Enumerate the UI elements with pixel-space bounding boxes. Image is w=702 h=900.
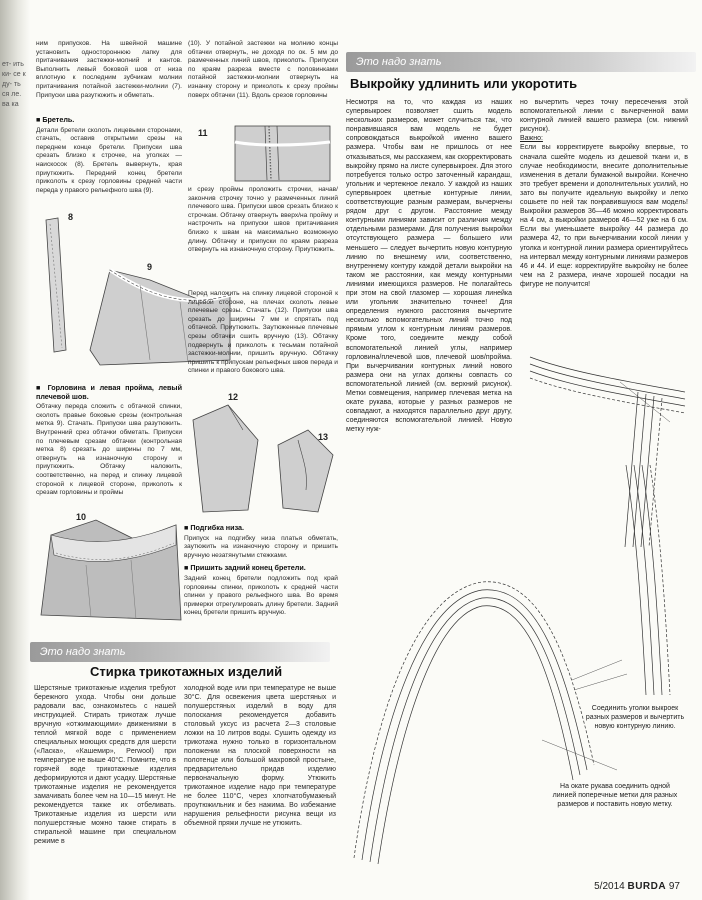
figure-label-12: 12 bbox=[228, 392, 239, 402]
bretel-column bbox=[36, 112, 182, 216]
page-gutter bbox=[0, 0, 30, 900]
pattern-text-2b: Если вы корректируете выкройку впервые, то сначала сшейте модель из дешевой ткани и, в случае необходимости, внесите дополнительные изменения в детали бумажной выкройки. Конечно это требует времени и дополнительных усилий, но зато вы получите идеальную выкройку и легко сошьете по ней так понравившуюся вам модель! Выкройки размеров 36—46 можно корректировать на 4 см, а выкройки размеров 46—52 уже на 6 см. Если вы уменьшаете выкройку 44 размера до размера 42, то при вычерчивании косой линии у уголка и контурной линии размера ориентируйтесь на интервал между контурными линиями размеров 46 и 44. И еще: корректируйте выкройку не более чем на 2 размера, иначе хорошей посадки на фигуре не получится! bbox=[520, 144, 688, 288]
pattern-column-1 bbox=[346, 98, 512, 568]
issue-number: 5/2014 bbox=[594, 881, 625, 892]
bretel-text: Детали бретели сколоть лицевыми сторонами, стачать, оставив открытыми срезы на переднем конце бретели. Припуски шва срезать близко к строчке, на уголках — наискосок (8). Бретель вывернуть, края приутюжить. Передний конец бретели приколоть к срезу горловины средней части переда у правого рельефного шва (9). bbox=[36, 126, 182, 194]
finishing-column bbox=[184, 520, 338, 640]
pattern-text-2a: но вычертить через точку пересечения этой вспомогательной линии с вычерченной вами контурной линией вашего размера (см. нижний рисунок). bbox=[520, 99, 688, 134]
podgibka-heading: ■ Подгибка низа. bbox=[184, 524, 338, 533]
podgibka-text: Припуск на подгибку низа платья обметать, заутюжить на изнаночную сторону и пришить вручную незатянутыми стежками. bbox=[184, 534, 338, 559]
page-footer bbox=[594, 881, 680, 892]
page-number: 97 bbox=[668, 881, 680, 892]
diagram-side-lines bbox=[586, 460, 691, 700]
caption-sleeve: На окате рукава соединить одной линией поперечные метки для разных размеров и поставить новую метку. bbox=[552, 783, 678, 808]
gorlovina-text: Обтачку переда сложить с обтачкой спинки, сколоть правые боковые срезы (контрольная метка 9). Стачать. Припуски шва разутюжить. Внутренний срез обтачки обметать. Припуски по плечевым срезам обтачки (контрольная метка 8) срезать до ширины по 7 мм, отвернуть на изнаночную сторону и приутюжить. Обтачку наложить, соответственно, на перед и спинку лицевой стороной к лицевой стороне, приколоть к срезам горловины и проймы bbox=[36, 403, 182, 497]
pripit-heading: ■ Пришить задний конец бретели. bbox=[184, 564, 338, 573]
gutter-text: ет- ить ки- се к ду- ть ся ле. ва ка bbox=[2, 61, 26, 108]
bretel-heading: ■ Бретель. bbox=[36, 116, 182, 125]
important-heading: Важно: bbox=[520, 135, 543, 143]
figure-label-11: 11 bbox=[198, 128, 208, 138]
pattern-title: Выкройку удлинить или укоротить bbox=[350, 76, 578, 91]
pattern-text-1: Несмотря на то, что каждая из наших супервыкроек позволяет сшить модель нескольких размеров, может случиться так, что понравившаяся вам модель не будет сопровождаться выкройкой именно вашего размера. Чтобы вам не пришлось от нее отказываться, мы расскажем, как скорректировать выкройку прямо на листе супервыкроек. Для этого потребуется только остро заточенный карандаш, угольник и чертежное лекало. У каждой из наших супервыкроек цветные контурные линии, соответствующие разным размерам, вычерчены рядом друг с другом. Расстояние между контурными линиями зависит от различия между отдельными размерами. Для получения выкройки отсутствующего размера — большего или меньшего — следует вычертить новую контурную линию по внешнему или, соответственно, внутреннему контуру каждой детали выкройки на таком же расстоянии, как между контурными линиями имеющихся размеров. Не полагайтесь при этом на свой глазомер — хорошая линейка или угольник значительно точнее! Для определения нужного расстояния вычертите несколько вспомогательных линий точно под прямым углом к контурным линиям размеров. Кроме того, соедините между собой вспомогательной линией углы, например горловина/плечевой шов, плечевой шов/пройма. При вычерчивании контурных линий нового размера они на углах должны совпасть со вспомогательной линией (см. верхний рисунок). Метки совмещения, например плечевая метка на окате рукава, которые у разных размеров не совпадают, а находятся параллельно друг другу, соединяются вспомогательной линией. Новую метку нуж- bbox=[346, 99, 512, 434]
figure-11-zipper bbox=[195, 122, 335, 184]
intro-column bbox=[188, 40, 338, 124]
washing-column-2 bbox=[184, 684, 336, 884]
pattern-column-2 bbox=[520, 98, 688, 348]
figure-8-strap bbox=[36, 210, 86, 360]
washing-title: Стирка трикотажных изделий bbox=[90, 664, 283, 679]
pripit-text: Задний конец бретели подложить под край горловины спинки, приколоть к средней части спинки у правого рельефного шва. Во время примерки отрегулировать длину бретели. Задний конец бретели пришить вручную. bbox=[184, 574, 338, 617]
instructions-top-column bbox=[36, 40, 182, 106]
figure-10-facing bbox=[36, 505, 186, 630]
washing-text-1: Шерстяные трикотажные изделия требуют бережного ухода. Чтобы они дольше радовали вас, ознакомьтесь с нашей инструкцией. Стирать трикотаж лучше вручную «отжимающими» движениями в теплой мягкой воде с применением специальных моющих средств для шерсти («Ласка», «Кашемир», Perwool) при температуре не выше 40°С. Помните, что в горячей воде трикотажные изделия деформируются и дают усадку. Шерстяные трикотажные изделия не рекомендуется замачивать более чем на 10—15 минут. Не рекомендуется также их отбеливать. Трикотажные изделия из шерсти или полушерстяные можно также стирать в стиральной машине при специальном режиме в bbox=[34, 685, 176, 845]
figure-12-13-shoulder bbox=[188, 400, 338, 518]
middle-text-2: Перед наложить на спинку лицевой стороной к лицевой стороне, на плечах сколоть левые плечевые срезы. Стачать (12). Припуски шва срезать до ширины 7 мм и спрятать под обтачкой. Приутюжить. Заутюженные плечевые срезы обтачки сшить вручную (13). Обтачку подвернуть и приколоть к тесьмам потайной застежки-молнии, пришить вручную. Обтачку пришить к припускам рельефных швов переда и спинки и правого бокового шва. bbox=[188, 290, 338, 375]
magazine-brand: BURDA bbox=[627, 881, 667, 892]
middle-column bbox=[188, 186, 338, 286]
bottom-banner: Это надо знать bbox=[30, 642, 330, 662]
figure-label-13: 13 bbox=[318, 432, 329, 442]
right-banner: Это надо знать bbox=[346, 52, 696, 72]
top-fragment-text: ним припусков. На швейной машине установить одностороннюю лапку для притачивания застежки-молний и кантов. Выполнить левый боковой шов от низа вплотную к последним зубчикам молнии притачивания потайной застежки-молнии (7). Припуски шва разутюжить и обметать. bbox=[36, 40, 182, 99]
intro-fragment-text: (10). У потайной застежки на молнию концы обтачки отвернуть, не доходя по ок. 5 мм до размеченных линий швов, приколоть. Припуски по краям разреза вместе с половинками потайной застежки-молнии отвернуть на изнанку сторону и приколоть к срезу проймы поверх обтачки (11). Вдоль срезов горловины bbox=[188, 40, 338, 99]
washing-text-2: холодной воде или при температуре не выше 30°С. Для освежения цвета шерстяных и полушерстяных изделий в воду для полоскания рекомендуется добавить столовый уксус из расчета 2—3 столовые ложки на 10 литров воды. Сушить одежду из трикотажа нужно только в горизонтальном положении на плоской поверхности на полотенце или большой махровой простыне, предварительно придав изделию первоначальную форму. Утюжить трикотажное изделие надо при температуре не более 110°С, через хлопчатобумажный проутюжильник и без нажима. Во избежание нарушения рельефности рисунка вещи из объемной пряжи лучше не утюжить. bbox=[184, 685, 336, 827]
gorlovina-heading: ■ Горловина и левая пройма, левый плечевой шов. bbox=[36, 384, 182, 401]
figure-label-8: 8 bbox=[68, 212, 74, 222]
gorlovina-column bbox=[36, 380, 182, 510]
middle-text: и срезу проймы проложить строчки, начав/закончив строчку точно у размеченных линий плечевого шва. Припуски швов срезать близко к строчкам. Обтачку отвернуть вверх/на пройму и настрочить на припуски швов притачивания близко к швам на максимально возможную длину. Обтачку и припуски по краям разреза отвернуть на изнаночную сторону. Приутюжить. bbox=[188, 186, 338, 254]
middle-column-2 bbox=[188, 290, 338, 402]
washing-column-1 bbox=[34, 684, 176, 884]
figure-label-10: 10 bbox=[76, 512, 87, 522]
caption-corner: Соединить уголки выкроек разных размеров и вычертить новую контурную линию. bbox=[585, 705, 685, 730]
figure-label-9: 9 bbox=[147, 262, 153, 272]
